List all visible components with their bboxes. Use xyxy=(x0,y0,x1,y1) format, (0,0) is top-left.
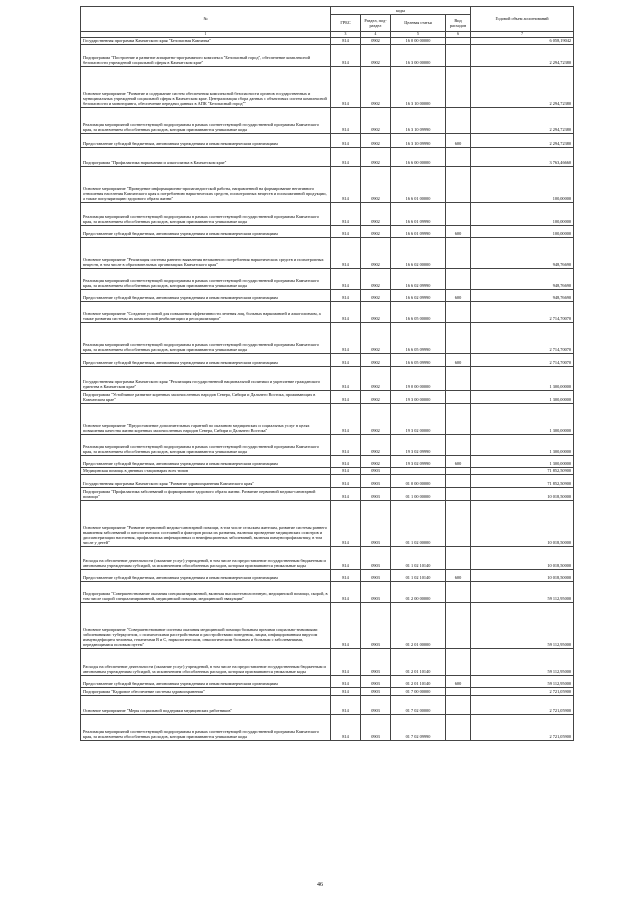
row-target xyxy=(391,467,446,474)
row-sum: 10 018,50000 xyxy=(471,487,574,500)
row-section: 0903 xyxy=(361,467,391,474)
row-name: Подпрограмма "Устойчивое развитие коренных малочисленных народов Севера, Сибири и Дальнего Востока, проживающих в Камчатском крае" xyxy=(81,390,331,403)
row-name: Подпрограмма "Профилактика наркомании и алкоголизма в Камчатском крае" xyxy=(81,147,331,166)
row-section: 0903 xyxy=(361,500,391,546)
row-name: Реализация мероприятий соответствующей подпрограммы в рамках соответствующей государственной программы Камчатского края, за исключением обособленных расходов, которым присваиваются уникальные коды xyxy=(81,434,331,455)
row-section: 0903 xyxy=(361,687,391,695)
row-grbs: 814 xyxy=(331,487,361,500)
header-number: № xyxy=(81,7,331,32)
row-section: 0902 xyxy=(361,202,391,225)
index-cell: 5 xyxy=(391,32,446,38)
row-target: 16 3 10 09990 xyxy=(391,107,446,133)
row-type: 600 xyxy=(446,353,471,366)
row-section: 0903 xyxy=(361,569,391,581)
table-row xyxy=(81,301,574,322)
header-grbs: ГРБС xyxy=(331,15,361,32)
index-cell: 7 xyxy=(471,32,574,38)
row-sum: 71 852,50900 xyxy=(471,467,574,474)
row-sum: 1 300,00000 xyxy=(471,403,574,434)
row-grbs: 814 xyxy=(331,455,361,467)
row-sum: 2 721,05900 xyxy=(471,695,574,714)
row-name: Предоставление субсидий бюджетным, автономным учреждениям и иным некоммерческим организациям xyxy=(81,455,331,467)
row-grbs: 814 xyxy=(331,268,361,289)
row-type xyxy=(446,44,471,66)
row-section: 0902 xyxy=(361,66,391,107)
row-sum: 59 112,95000 xyxy=(471,648,574,675)
row-sum: 2 714,70070 xyxy=(471,301,574,322)
table-row xyxy=(81,133,574,147)
table-row xyxy=(81,107,574,133)
index-cell: 4 xyxy=(361,32,391,38)
table-row xyxy=(81,268,574,289)
row-target: 16 6 01 00000 xyxy=(391,166,446,202)
row-target: 16 6 00 00000 xyxy=(391,147,446,166)
row-name: Реализация мероприятий соответствующей подпрограммы в рамках соответствующей государственной программы Камчатского края, за исключением обособленных расходов, которым присваиваются уникальные коды xyxy=(81,322,331,353)
row-type: 600 xyxy=(446,133,471,147)
table-row xyxy=(81,467,574,474)
row-target: 01 2 00 00000 xyxy=(391,581,446,602)
row-section: 0902 xyxy=(361,390,391,403)
row-name: Основное мероприятие "Создание условий для повышения эффективности лечения лиц, больных наркоманией и алкоголизмом, а также развития системы их комплексной реабилитации и ресоциализации" xyxy=(81,301,331,322)
row-grbs: 814 xyxy=(331,687,361,695)
row-target: 01 7 00 00000 xyxy=(391,687,446,695)
table-row xyxy=(81,289,574,301)
row-target: 19 3 02 00000 xyxy=(391,403,446,434)
row-name: Основное мероприятие "Реализация системы раннего выявления незаконного потребления наркотических средств и психотропных веществ, в том числе в образовательных организациях Камчатского края" xyxy=(81,237,331,268)
row-sum: 948,76690 xyxy=(471,268,574,289)
row-name: Подпрограмма "Построение и развитие аппаратно-программного комплекса "Безопасный город", обеспечение комплексной безопасности учреждений социальной сферы в Камчатском крае" xyxy=(81,44,331,66)
row-grbs: 814 xyxy=(331,366,361,390)
row-target: 19 3 02 09990 xyxy=(391,434,446,455)
row-target: 19 0 00 00000 xyxy=(391,366,446,390)
row-sum: 1 300,00000 xyxy=(471,390,574,403)
table-row xyxy=(81,353,574,366)
row-section: 0902 xyxy=(361,133,391,147)
row-name: Расходы на обеспечение деятельности (оказание услуг) учреждений, в том числе на предоставление государственным бюджетным и автономным учреждениям субсидий, за исключением обособленных расходов, которым присваиваются уникальные коды xyxy=(81,546,331,569)
row-section: 0902 xyxy=(361,166,391,202)
row-sum: 71 852,50900 xyxy=(471,474,574,487)
row-name: Государственная программа Камчатского края "Развитие здравоохранения Камчатского края" xyxy=(81,474,331,487)
row-sum: 100,00000 xyxy=(471,202,574,225)
row-type xyxy=(446,546,471,569)
row-section: 0903 xyxy=(361,474,391,487)
row-name: Основное мероприятие "Предоставление дополнительных гарантий по оказанию медицинских и социальных услуг в целях повышения качества жизни коренных малочисленных народов Севера, Сибири и Дальнего Востока" xyxy=(81,403,331,434)
row-section: 0902 xyxy=(361,434,391,455)
table-row xyxy=(81,500,574,546)
row-target: 01 1 02 10140 xyxy=(391,569,446,581)
row-sum: 2 714,70070 xyxy=(471,322,574,353)
row-grbs: 814 xyxy=(331,467,361,474)
row-sum: 100,00000 xyxy=(471,225,574,237)
row-target: 19 3 00 00000 xyxy=(391,390,446,403)
row-name: Предоставление субсидий бюджетным, автономным учреждениям и иным некоммерческим организациям xyxy=(81,133,331,147)
row-target: 01 1 02 00000 xyxy=(391,500,446,546)
row-type xyxy=(446,366,471,390)
row-grbs: 814 xyxy=(331,403,361,434)
row-grbs: 814 xyxy=(331,602,361,648)
row-sum: 59 112,95000 xyxy=(471,602,574,648)
row-sum: 100,00000 xyxy=(471,166,574,202)
row-section: 0903 xyxy=(361,602,391,648)
row-sum: 2 721,05900 xyxy=(471,714,574,740)
row-sum: 10 018,50000 xyxy=(471,546,574,569)
row-sum: 10 018,50000 xyxy=(471,500,574,546)
row-grbs: 814 xyxy=(331,581,361,602)
row-sum: 2 294,72380 xyxy=(471,66,574,107)
table-row xyxy=(81,44,574,66)
budget-table xyxy=(80,6,574,741)
row-section: 0903 xyxy=(361,546,391,569)
row-section: 0902 xyxy=(361,237,391,268)
table-row xyxy=(81,695,574,714)
row-grbs: 814 xyxy=(331,225,361,237)
row-sum: 948,76690 xyxy=(471,289,574,301)
row-type xyxy=(446,166,471,202)
row-target: 16 3 10 00000 xyxy=(391,66,446,107)
table-row xyxy=(81,581,574,602)
row-type xyxy=(446,237,471,268)
row-grbs: 814 xyxy=(331,353,361,366)
table-row xyxy=(81,602,574,648)
row-sum: 59 112,95000 xyxy=(471,581,574,602)
row-name: Подпрограмма "Совершенствование оказания специализированной, включая высокотехнологичную, медицинской помощи, скорой, в том числе скорой специализированной, медицинской помощи, медицинской эвакуации" xyxy=(81,581,331,602)
table-row xyxy=(81,37,574,44)
row-target: 16 6 05 09990 xyxy=(391,322,446,353)
table-row xyxy=(81,455,574,467)
row-target: 01 2 01 10140 xyxy=(391,648,446,675)
table-row xyxy=(81,237,574,268)
row-grbs: 814 xyxy=(331,546,361,569)
table-row xyxy=(81,546,574,569)
row-section: 0902 xyxy=(361,107,391,133)
row-type: 600 xyxy=(446,455,471,467)
page-number: 46 xyxy=(317,882,323,888)
index-cell: 1 xyxy=(81,32,331,38)
row-name: Основное мероприятие "Развитие первичной медико-санитарной помощи, в том числе сельским жителям, развитие системы раннего выявления заболеваний и патологических состояний и факторов риска их развития, включая проведение медицинских осмотров и диспансеризации населения, профилактика инфекционных и неинфекционных заболеваний, включая иммунопрофилактику, в том числе у детей" xyxy=(81,500,331,546)
table-row xyxy=(81,403,574,434)
row-sum: 2 721,05900 xyxy=(471,687,574,695)
row-target: 01 7 02 00000 xyxy=(391,695,446,714)
row-target: 16 6 05 00000 xyxy=(391,301,446,322)
row-grbs: 814 xyxy=(331,500,361,546)
row-sum: 1 300,00000 xyxy=(471,455,574,467)
row-type: 600 xyxy=(446,569,471,581)
row-sum: 10 018,50000 xyxy=(471,569,574,581)
row-type xyxy=(446,66,471,107)
row-type xyxy=(446,322,471,353)
row-name: Реализация мероприятий соответствующей подпрограммы в рамках соответствующей государственной программы Камчатского края, за исключением обособленных расходов, которым присваиваются уникальные коды xyxy=(81,202,331,225)
row-type xyxy=(446,500,471,546)
row-section: 0902 xyxy=(361,455,391,467)
row-name: Подпрограмма "Профилактика заболеваний и формирование здорового образа жизни. Развитие первичной медико-санитарной помощи" xyxy=(81,487,331,500)
header-type: Вид расходов xyxy=(446,15,471,32)
table-row xyxy=(81,66,574,107)
row-grbs: 814 xyxy=(331,695,361,714)
index-cell: 3 xyxy=(331,32,361,38)
row-grbs: 814 xyxy=(331,322,361,353)
row-type xyxy=(446,695,471,714)
row-type xyxy=(446,467,471,474)
row-type: 600 xyxy=(446,675,471,687)
row-section: 0902 xyxy=(361,225,391,237)
table-row xyxy=(81,714,574,740)
row-type xyxy=(446,474,471,487)
row-section: 0902 xyxy=(361,147,391,166)
row-type xyxy=(446,434,471,455)
row-target: 01 7 02 09990 xyxy=(391,714,446,740)
row-sum: 2 714,70070 xyxy=(471,353,574,366)
row-type xyxy=(446,37,471,44)
row-name: Подпрограмма "Кадровое обеспечение системы здравоохранения" xyxy=(81,687,331,695)
row-target: 01 1 00 00000 xyxy=(391,487,446,500)
row-target: 16 6 02 09990 xyxy=(391,289,446,301)
table-row xyxy=(81,322,574,353)
row-grbs: 814 xyxy=(331,44,361,66)
row-sum: 59 112,95000 xyxy=(471,675,574,687)
row-section: 0903 xyxy=(361,675,391,687)
row-name: Расходы на обеспечение деятельности (оказание услуг) учреждений, в том числе на предоставление государственным бюджетным и автономным учреждениям субсидий, за исключением обособленных расходов, которым присваиваются уникальные коды xyxy=(81,648,331,675)
header-row-codes xyxy=(81,7,574,15)
row-type xyxy=(446,301,471,322)
row-type xyxy=(446,714,471,740)
table-row xyxy=(81,147,574,166)
header-target: Целевая статья xyxy=(391,15,446,32)
header-section: Раздел, под-раздел xyxy=(361,15,391,32)
row-target: 16 3 10 09990 xyxy=(391,133,446,147)
row-section: 0902 xyxy=(361,289,391,301)
row-name: Предоставление субсидий бюджетным, автономным учреждениям и иным некоммерческим организациям xyxy=(81,289,331,301)
row-grbs: 814 xyxy=(331,202,361,225)
row-grbs: 814 xyxy=(331,66,361,107)
row-name: Государственная программа Камчатского края "Реализация государственной национальной политики и укрепление гражданского единства в Камчатском крае" xyxy=(81,366,331,390)
row-sum: 1 300,00000 xyxy=(471,366,574,390)
table-row xyxy=(81,434,574,455)
row-target: 16 6 05 09990 xyxy=(391,353,446,366)
row-name: Предоставление субсидий бюджетным, автономным учреждениям и иным некоммерческим организациям xyxy=(81,225,331,237)
table-row xyxy=(81,648,574,675)
table-row xyxy=(81,366,574,390)
row-sum: 948,76690 xyxy=(471,237,574,268)
row-type: 600 xyxy=(446,225,471,237)
row-target: 19 3 02 09990 xyxy=(391,455,446,467)
row-grbs: 814 xyxy=(331,289,361,301)
row-grbs: 814 xyxy=(331,434,361,455)
row-target: 01 2 01 10140 xyxy=(391,675,446,687)
row-grbs: 814 xyxy=(331,474,361,487)
row-section: 0903 xyxy=(361,648,391,675)
row-type xyxy=(446,602,471,648)
table-row xyxy=(81,687,574,695)
row-section: 0902 xyxy=(361,301,391,322)
row-type xyxy=(446,403,471,434)
row-sum: 2 294,72380 xyxy=(471,133,574,147)
row-name: Основное мероприятие "Совершенствование системы оказания медицинской помощи больным прочими социально-значимыми заболеваниями: туберкулезом, с психическими расстройствами и расстройствами поведения, лицам, инфицированным вирусом иммунодефицита человека, гепатитами В и С, наркологическим, онкологическим больным и больным с заболеваниями, передающимися половым путем" xyxy=(81,602,331,648)
row-section: 0902 xyxy=(361,403,391,434)
row-section: 0902 xyxy=(361,44,391,66)
row-section: 0903 xyxy=(361,695,391,714)
row-name: Реализация мероприятий соответствующей подпрограммы в рамках соответствующей государственной программы Камчатского края, за исключением обособленных расходов, которым присваиваются уникальные коды xyxy=(81,714,331,740)
table-row xyxy=(81,166,574,202)
row-target: 16 6 02 09990 xyxy=(391,268,446,289)
row-section: 0902 xyxy=(361,37,391,44)
row-name: Предоставление субсидий бюджетным, автономным учреждениям и иным некоммерческим организациям xyxy=(81,569,331,581)
row-name: Реализация мероприятий соответствующей подпрограммы в рамках соответствующей государственной программы Камчатского края, за исключением обособленных расходов, которым присваиваются уникальные коды xyxy=(81,107,331,133)
row-type xyxy=(446,147,471,166)
table-row xyxy=(81,225,574,237)
row-type xyxy=(446,687,471,695)
row-grbs: 814 xyxy=(331,166,361,202)
table-row xyxy=(81,487,574,500)
index-cell: 6 xyxy=(446,32,471,38)
table-row xyxy=(81,474,574,487)
row-name: Предоставление субсидий бюджетным, автономным учреждениям и иным некоммерческим организациям xyxy=(81,353,331,366)
row-sum: 2 294,72380 xyxy=(471,44,574,66)
row-type xyxy=(446,202,471,225)
table-row xyxy=(81,569,574,581)
row-type xyxy=(446,268,471,289)
row-name: Государственная программа Камчатского края "Безопасная Камчатка" xyxy=(81,37,331,44)
row-section: 0903 xyxy=(361,487,391,500)
row-grbs: 814 xyxy=(331,107,361,133)
row-grbs: 814 xyxy=(331,675,361,687)
row-name: Основное мероприятие "Меры социальной поддержки медицинских работников" xyxy=(81,695,331,714)
row-target: 16 6 02 00000 xyxy=(391,237,446,268)
row-sum: 3 763,46660 xyxy=(471,147,574,166)
row-type xyxy=(446,107,471,133)
row-type xyxy=(446,487,471,500)
row-target: 16 6 01 09990 xyxy=(391,225,446,237)
row-grbs: 814 xyxy=(331,390,361,403)
row-target: 01 0 00 00000 xyxy=(391,474,446,487)
row-grbs: 814 xyxy=(331,301,361,322)
header-codes: коды xyxy=(331,7,471,15)
row-type xyxy=(446,581,471,602)
row-grbs: 814 xyxy=(331,133,361,147)
row-grbs: 814 xyxy=(331,237,361,268)
row-grbs: 814 xyxy=(331,569,361,581)
row-section: 0903 xyxy=(361,581,391,602)
row-grbs: 814 xyxy=(331,648,361,675)
row-sum: 6 058,19042 xyxy=(471,37,574,44)
table-row xyxy=(81,202,574,225)
row-target: 16 3 00 00000 xyxy=(391,44,446,66)
row-section: 0902 xyxy=(361,353,391,366)
row-name: Реализация мероприятий соответствующей подпрограммы в рамках соответствующей государственной программы Камчатского края, за исключением обособленных расходов, которым присваиваются уникальные коды xyxy=(81,268,331,289)
row-target: 16 6 01 09990 xyxy=(391,202,446,225)
row-grbs: 814 xyxy=(331,714,361,740)
row-target: 16 0 00 00000 xyxy=(391,37,446,44)
row-type xyxy=(446,390,471,403)
row-target: 01 1 02 10140 xyxy=(391,546,446,569)
row-grbs: 814 xyxy=(331,37,361,44)
row-sum: 1 300,00000 xyxy=(471,434,574,455)
table-row xyxy=(81,390,574,403)
row-type: 600 xyxy=(446,289,471,301)
row-grbs: 814 xyxy=(331,147,361,166)
row-section: 0902 xyxy=(361,322,391,353)
row-sum: 2 294,72380 xyxy=(471,107,574,133)
row-type xyxy=(446,648,471,675)
row-name: Предоставление субсидий бюджетным, автономным учреждениям и иным некоммерческим организациям xyxy=(81,675,331,687)
header-annual: Годовой объем ассигнований xyxy=(471,7,574,32)
row-name: Медицинская помощь в дневных стационарах всех типов xyxy=(81,467,331,474)
row-section: 0902 xyxy=(361,268,391,289)
row-target: 01 2 01 00000 xyxy=(391,602,446,648)
row-section: 0903 xyxy=(361,714,391,740)
row-name: Основное мероприятие "Развитие и содержание систем обеспечения комплексной безопасности органов государственных и муниципальных учреждений социальной сферы в Камчатском крае. Централизация сбора данных с объектовых систем комплексной безопасности и мониторинга, обеспечение передачи данных в АПК "Безопасный город"" xyxy=(81,66,331,107)
table-row xyxy=(81,675,574,687)
row-name: Основное мероприятие "Проведение информационно-пропагандистской работы, направленной на формирование негативного отношения населения Камчатского края к потреблению наркотических средств, психотропных веществ и психоактивной продукции, а также популяризацию здорового образа жизни" xyxy=(81,166,331,202)
row-section: 0902 xyxy=(361,366,391,390)
